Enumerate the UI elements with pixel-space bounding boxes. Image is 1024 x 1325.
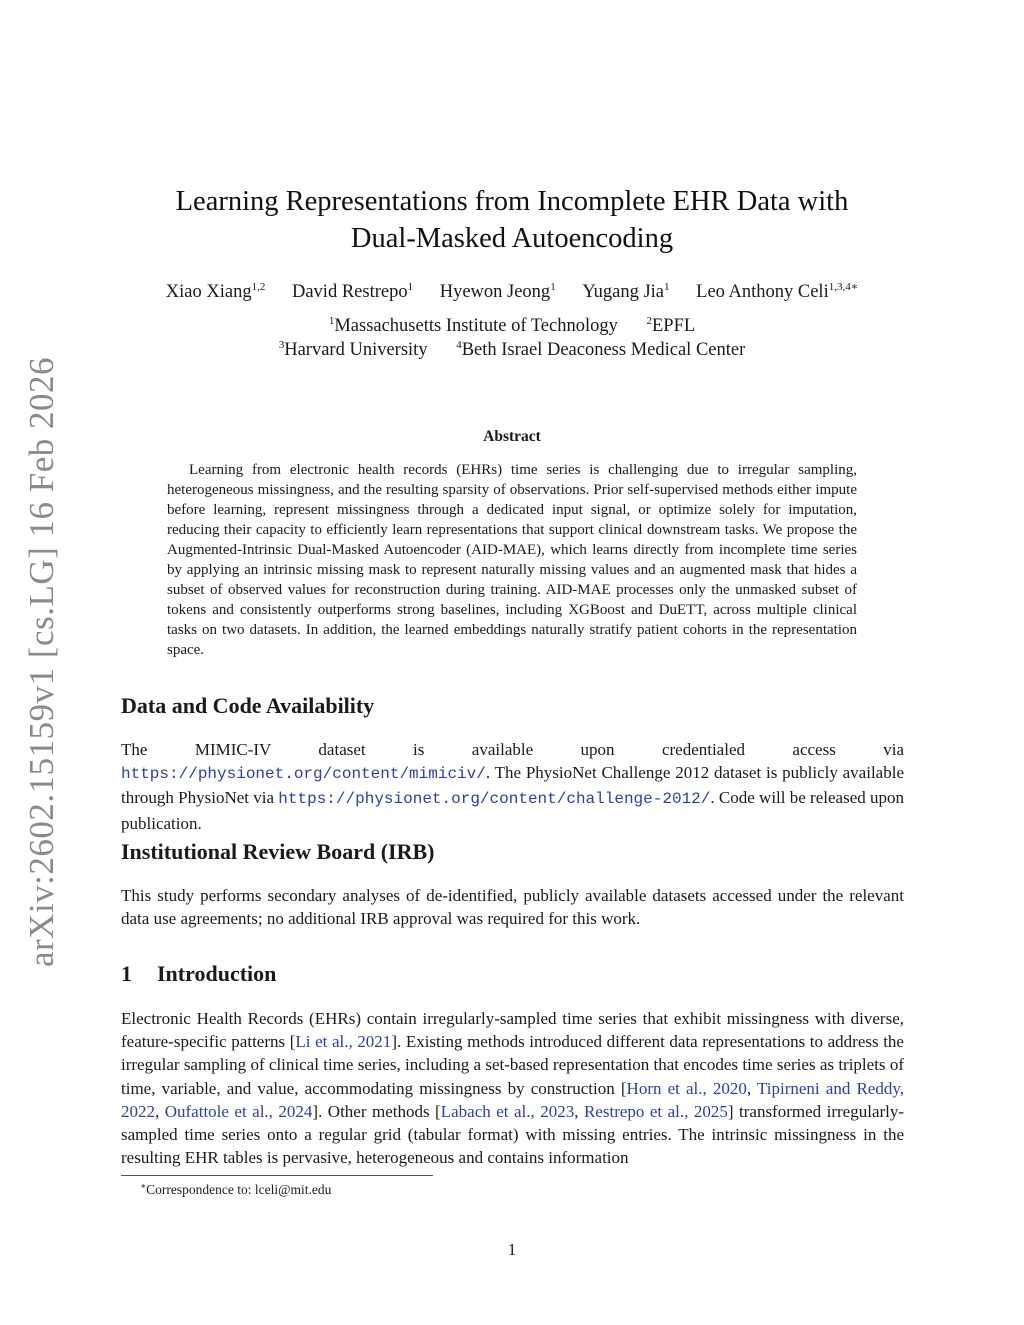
affiliation-3: $^3$Harvard University <box>278 339 428 360</box>
citation-restrepo-2025[interactable]: Restrepo et al., 2025 <box>583 1101 728 1121</box>
citation-horn-2020[interactable]: Horn et al., 2020 <box>626 1078 747 1098</box>
intro-heading: 1 Introduction <box>121 961 277 986</box>
author-3: Hyewon Jeong$^1$ <box>439 281 556 302</box>
data-code-paragraph: The MIMIC-IV dataset is available upon credentialed access via https://physionet.org/content/mimiciv/. The PhysioNet Challenge 2012 dataset is publicly available through PhysioNet via https://physionet.org/content/challenge-2012/. Code will be released upon publication. <box>121 740 905 833</box>
arxiv-identifier-stamp: arXiv:2602.15159v1 [cs.LG] 16 Feb 2026 <box>22 356 61 968</box>
author-4: Yugang Jia$^1$ <box>582 281 670 302</box>
affiliation-line-1 <box>0 314 1024 338</box>
author-list <box>0 280 1024 304</box>
intro-paragraph: Electronic Health Records (EHRs) contain irregularly-sampled time series that exhibit missingness with diverse, feature-specific patterns [Li et al., 2021]. Existing methods introduced different data representations to address the irregular sampling of clinical time series, including a set-based representation that encodes time series as triplets of time, variable, and value, accommodating missingness by construction [Horn et al., 2020, Tipirneni and Reddy, 2022, Oufattole et al., 2024]. Other methods [Labach et al., 2023, Restrepo et al., 2025] transformed irregularly-sampled time series onto a regular grid (tabular format) with missing entries. The intrinsic missingness in the resulting EHR tables is pervasive, heterogeneous and contains information <box>121 1009 905 1168</box>
author-1: Xiao Xiang$^{1,2}$ <box>165 281 266 302</box>
abstract-heading: Abstract <box>483 428 541 445</box>
citation-li-2021[interactable]: Li et al., 2021 <box>295 1032 392 1052</box>
title-line-1: Learning Representations from Incomplete EHR Data with <box>175 186 849 217</box>
author-5: Leo Anthony Celi$^{1,3,4∗}$ <box>696 281 859 302</box>
irb-paragraph: This study performs secondary analyses of de-identified, publicly available datasets accessed under the relevant data use agreements; no additional IRB approval was required for this work. <box>121 886 904 929</box>
footnote: ∗Correspondence to: lceli@mit.edu <box>140 1181 332 1197</box>
mimic-url-link[interactable]: https://physionet.org/content/mimiciv/ <box>121 765 486 784</box>
citation-oufattole-2024[interactable]: Oufattole et al., 2024 <box>164 1101 313 1121</box>
author-2: David Restrepo$^1$ <box>291 281 414 302</box>
abstract-text: Learning from electronic health records (EHRs) time series is challenging due to irregular sampling, heterogeneous missingness, and the resulting sparsity of observations. Prior self-supervised methods either impute before learning, represent missingness through a dedicated input signal, or optimize solely for imputation, reducing their capacity to efficiently learn representations that support clinical downstream tasks. We propose the Augmented-Intrinsic Dual-Masked Autoencoder (AID-MAE), which learns directly from incomplete time series by applying an intrinsic missing mask to represent naturally missing values and an augmented mask that hides a subset of observed values for reconstruction during training. AID-MAE processes only the unmasked subset of tokens and consistently outperforms strong baselines, including XGBoost and DuETT, across multiple clinical tasks on two datasets. In addition, the learned embeddings naturally stratify patient cohorts in the representation space. <box>167 462 857 658</box>
section-number: 1 <box>121 961 132 986</box>
data-code-heading: Data and Code Availability <box>121 693 375 718</box>
affiliation-line-2 <box>0 338 1024 362</box>
paper-title <box>0 183 1024 257</box>
irb-heading: Institutional Review Board (IRB) <box>121 839 435 864</box>
citation-tipirneni-2022[interactable]: Tipirneni and Reddy, 2022 <box>121 1078 904 1121</box>
physionet-url-link[interactable]: https://physionet.org/content/challenge-2012/ <box>278 790 711 809</box>
page-number: 1 <box>507 1240 517 1259</box>
title-line-2: Dual-Masked Autoencoding <box>350 223 674 254</box>
affiliation-4: $^4$Beth Israel Deaconess Medical Center <box>456 339 746 360</box>
footnote-divider <box>121 1175 433 1176</box>
affiliation-1: $^1$Massachusetts Institute of Technology <box>328 315 618 336</box>
citation-labach-2023[interactable]: Labach et al., 2023 <box>440 1101 575 1121</box>
affiliation-2: $^2$EPFL <box>646 315 696 336</box>
